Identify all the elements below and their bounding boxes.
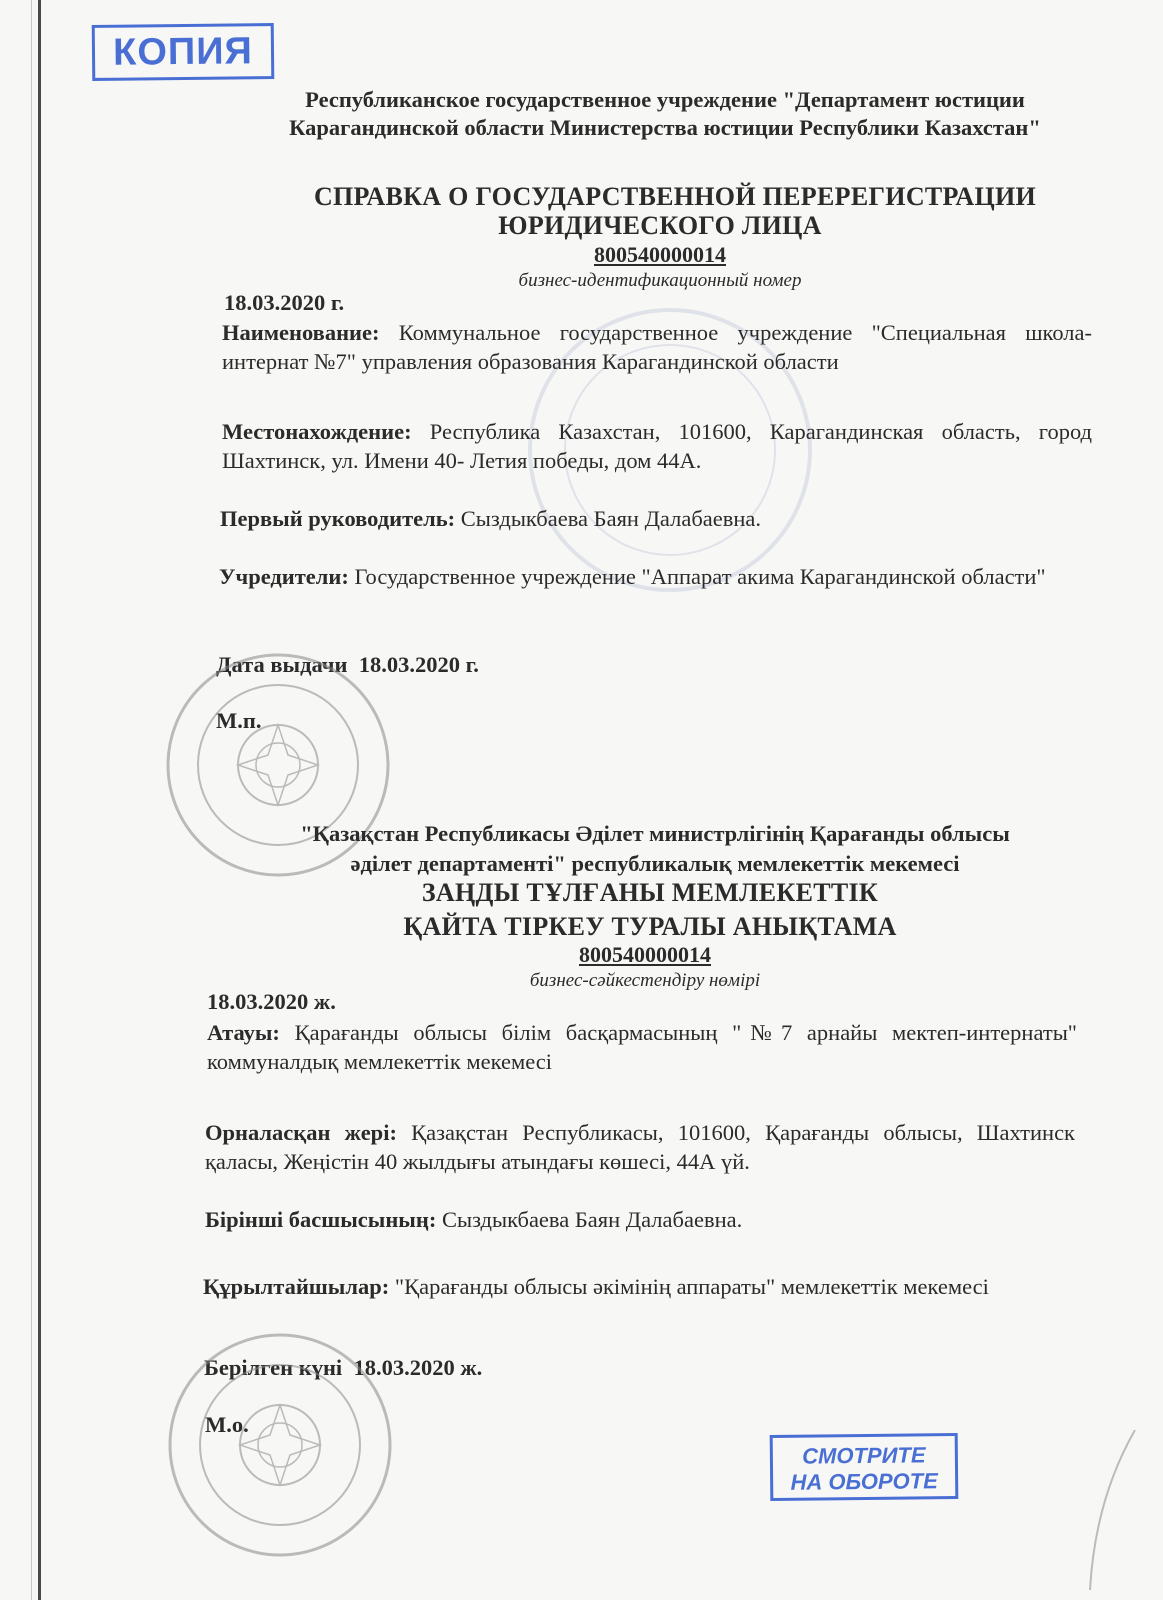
kz-head (205, 1205, 1075, 1234)
kz-location-value: Қазақстан Республикасы, 101600, Қарағанды облысы, Шахтинск қаласы, Жеңістін 40 жылдығы атындағы көшесі, 44А үй. (205, 1120, 1075, 1174)
ru-issue-label: Дата выдачи (216, 652, 348, 677)
see-reverse-stamp (770, 1433, 959, 1501)
kz-bin: 800540000014 (579, 942, 711, 967)
kz-issue-value: 18.03.2020 ж. (353, 1355, 483, 1380)
ru-founders-value: Государственное учреждение "Аппарат акима Карагандинской области" (354, 564, 1046, 589)
scan-edge-line (38, 0, 41, 1600)
kz-name-label: Атауы: (207, 1020, 280, 1045)
ru-location-value: Республика Казахстан, 101600, Карагандинская область, город Шахтинск, ул. Имени 40- Летия победы, дом 44А. (222, 419, 1093, 473)
kz-title-line1: ЗАҢДЫ ТҰЛҒАНЫ МЕМЛЕКЕТТІК (421, 878, 879, 907)
kz-location (205, 1118, 1075, 1176)
copy-stamp-label: КОПИЯ (112, 30, 254, 74)
copy-stamp (92, 23, 275, 81)
kz-location-label: Орналасқан жері: (205, 1120, 397, 1145)
kz-title-line2: ҚАЙТА ТІРКЕУ ТУРАЛЫ АНЫҚТАМА (403, 912, 897, 941)
ru-head-label: Первый руководитель: (220, 506, 456, 531)
kz-founders (203, 1272, 1073, 1301)
kz-name (207, 1018, 1077, 1076)
kz-date: 18.03.2020 ж. (207, 989, 336, 1014)
kz-name-value: Қарағанды облысы білім басқармасының "№7 арнайы мектеп-интернаты" коммуналдық мемлекеттік мекемесі (207, 1020, 1077, 1074)
kz-bin-caption: бизнес-сәйкестендіру нөмірі (529, 970, 761, 991)
ru-title-line1: СПРАВКА О ГОСУДАРСТВЕННОЙ ПЕРЕРЕГИСТРАЦИИ (313, 182, 1037, 211)
ru-issue-value: 18.03.2020 г. (358, 652, 479, 677)
kz-org-line1: "Қазақстан Республикасы Әділет министрлігінің Қарағанды облысы (300, 821, 1010, 846)
kz-head-value: Сыздыкбаева Баян Далабаевна. (441, 1207, 743, 1232)
kz-issue-label: Берілген күні (204, 1355, 343, 1380)
kz-founders-value: "Қарағанды облысы әкімінің аппараты" мемлекеттік мекемесі (394, 1274, 989, 1299)
page-curl-mark (1060, 1430, 1140, 1590)
official-seal-icon (165, 1330, 395, 1560)
ru-head (220, 504, 1090, 533)
kz-org-line2: әділет департаменті" республикалық мемлекеттік мекемесі (350, 851, 960, 876)
see-reverse-line1: СМОТРИТЕ (802, 1442, 926, 1469)
ru-founders-label: Учредители: (219, 564, 349, 589)
kz-mo: М.о. (205, 1412, 249, 1437)
kz-founders-label: Құрылтайшылар: (203, 1274, 390, 1299)
kz-head-label: Бірінші басшысының: (205, 1207, 437, 1232)
ru-name-value: Коммунальное государственное учреждение "Специальная школа-интернат №7" управления образования Карагандинской области (222, 320, 1092, 374)
ru-location (222, 417, 1092, 475)
scan-edge-shadow (31, 0, 32, 1600)
ru-name (222, 318, 1092, 376)
ru-founders (219, 562, 1079, 591)
ru-bin-caption: бизнес-идентификационный номер (518, 270, 802, 291)
ru-title-line2: ЮРИДИЧЕСКОГО ЛИЦА (498, 211, 822, 240)
ru-date: 18.03.2020 г. (224, 290, 345, 315)
ru-location-label: Местонахождение: (222, 419, 412, 444)
ru-name-label: Наименование: (222, 320, 380, 345)
ru-mp: М.п. (216, 708, 262, 733)
ru-org-name: Республиканское государственное учреждение "Департамент юстиции Карагандинской области Министерства юстиции Республики Казахстан" (289, 87, 1041, 140)
ru-bin: 800540000014 (594, 242, 726, 267)
see-reverse-line2: НА ОБОРОТЕ (790, 1468, 938, 1495)
ru-head-value: Сыздыкбаева Баян Далабаевна. (460, 506, 762, 531)
